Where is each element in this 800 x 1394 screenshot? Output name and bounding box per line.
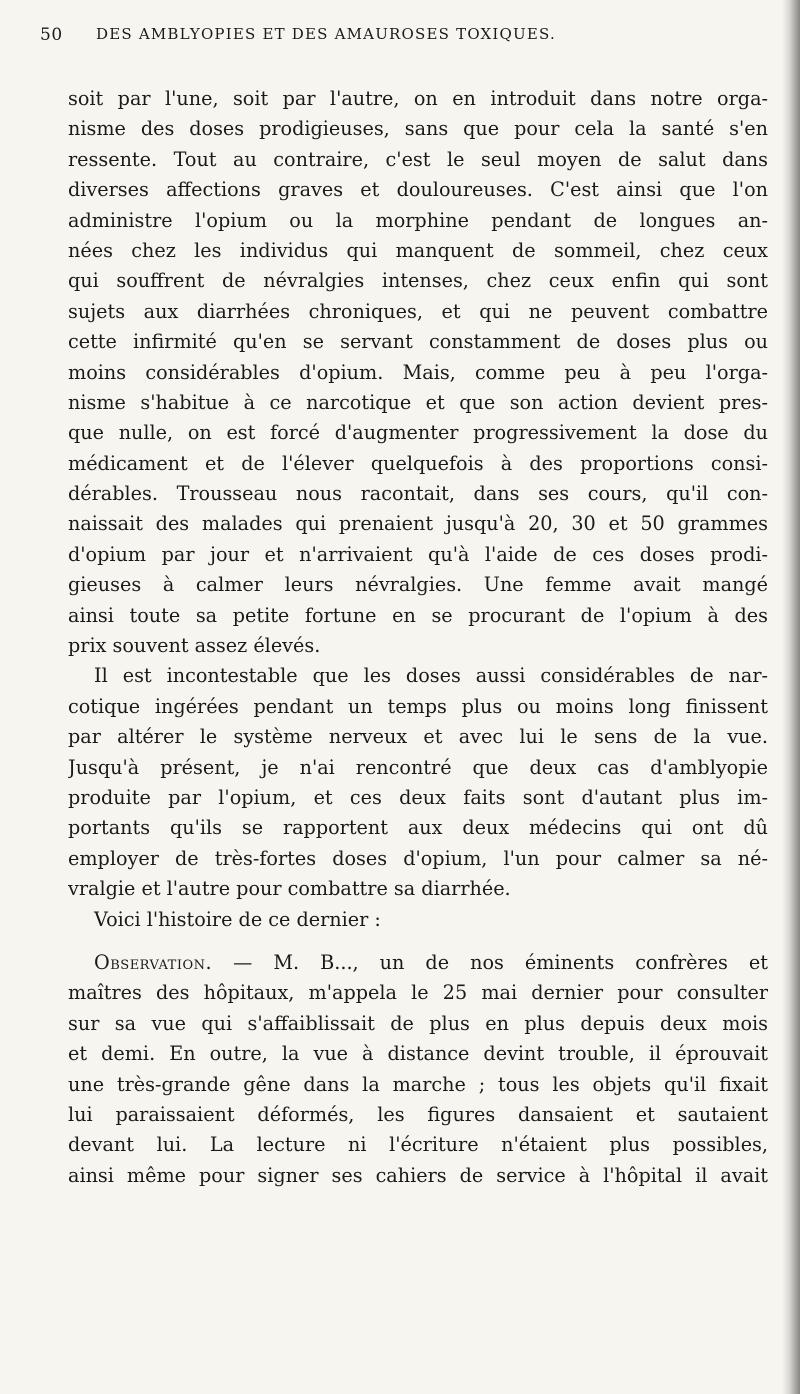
observation-first-line: — M. B..., un de nos éminents confrères et xyxy=(212,950,768,974)
text-line: naissait des malades qui prenaient jusqu'à 20, 30 et 50 grammes xyxy=(68,512,768,536)
text-line: vralgie et l'autre pour combattre sa diarrhée. xyxy=(68,877,511,901)
text-line: ressente. Tout au contraire, c'est le seul moyen de salut dans xyxy=(68,147,768,171)
text-line: gieuses à calmer leurs névralgies. Une femme avait mangé xyxy=(68,573,768,597)
page-number: 50 xyxy=(40,25,63,45)
text-line: diverses affections graves et douloureuses. C'est ainsi que l'on xyxy=(68,178,768,202)
text-line xyxy=(68,948,768,978)
text-line: devant lui. La lecture ni l'écriture n'étaient plus possibles, xyxy=(68,1133,768,1157)
text-line: qui souffrent de névralgies intenses, chez ceux enfin qui sont xyxy=(68,269,768,293)
text-line: lui paraissaient déformés, les figures dansaient et sautaient xyxy=(68,1102,768,1126)
text-line: sur sa vue qui s'affaiblissait de plus en plus depuis deux mois xyxy=(68,1011,768,1035)
text-line: cotique ingérées pendant un temps plus ou moins long finissent xyxy=(68,694,768,718)
paragraph-2 xyxy=(68,661,768,904)
text-line: produite par l'opium, et ces deux faits sont d'autant plus im- xyxy=(68,785,768,809)
page-edge-shadow xyxy=(782,0,800,1394)
text-line: médicament et de l'élever quelquefois à des proportions consi- xyxy=(68,451,768,475)
text-line: employer de très-fortes doses d'opium, l'un pour calmer sa né- xyxy=(68,846,768,870)
text-line: nisme s'habitue à ce narcotique et que son action devient pres- xyxy=(68,390,768,414)
text-line: maîtres des hôpitaux, m'appela le 25 mai dernier pour consulter xyxy=(68,981,768,1005)
text-line: prix souvent assez élevés. xyxy=(68,634,321,658)
text-line: nées chez les individus qui manquent de sommeil, chez ceux xyxy=(68,238,768,262)
page-header xyxy=(40,25,740,51)
text-line: ainsi toute sa petite fortune en se procurant de l'opium à des xyxy=(68,603,768,627)
running-title: DES AMBLYOPIES ET DES AMAUROSES TOXIQUES. xyxy=(96,25,556,43)
text-line: soit par l'une, soit par l'autre, on en introduit dans notre orga- xyxy=(68,87,768,110)
text-line: ainsi même pour signer ses cahiers de service à l'hôpital il avait xyxy=(68,1163,768,1187)
observation-label: Observation. xyxy=(94,950,213,974)
text-line: que nulle, on est forcé d'augmenter progressivement la dose du xyxy=(68,421,768,445)
paragraph-gap xyxy=(68,935,768,948)
text-line: une très-grande gêne dans la marche ; tous les objets qu'il fixait xyxy=(68,1072,768,1096)
text-line: par altérer le système nerveux et avec lui le sens de la vue. xyxy=(68,725,768,749)
text-line: et demi. En outre, la vue à distance devint trouble, il éprouvait xyxy=(68,1042,768,1066)
observation-paragraph xyxy=(68,948,768,1191)
text-line: Jusqu'à présent, je n'ai rencontré que deux cas d'amblyopie xyxy=(68,755,768,779)
text-line: administre l'opium ou la morphine pendant de longues an- xyxy=(68,208,768,232)
text-line: Il est incontestable que les doses aussi considérables de nar- xyxy=(94,664,768,688)
text-line: dérables. Trousseau nous racontait, dans ses cours, qu'il con- xyxy=(68,482,768,506)
text-line: d'opium par jour et n'arrivaient qu'à l'aide de ces doses prodi- xyxy=(68,542,768,566)
text-line: cette infirmité qu'en se servant constamment de doses plus ou xyxy=(68,330,768,354)
text-line: Voici l'histoire de ce dernier : xyxy=(94,907,381,931)
paragraph-3 xyxy=(68,905,768,935)
text-line: portants qu'ils se rapportent aux deux médecins qui ont dû xyxy=(68,816,768,840)
text-line: sujets aux diarrhées chroniques, et qui ne peuvent combattre xyxy=(68,299,768,323)
body-text xyxy=(68,84,768,1191)
paragraph-1 xyxy=(68,84,768,661)
text-line: nisme des doses prodigieuses, sans que pour cela la santé s'en xyxy=(68,117,768,141)
text-line: moins considérables d'opium. Mais, comme peu à peu l'orga- xyxy=(68,360,768,384)
